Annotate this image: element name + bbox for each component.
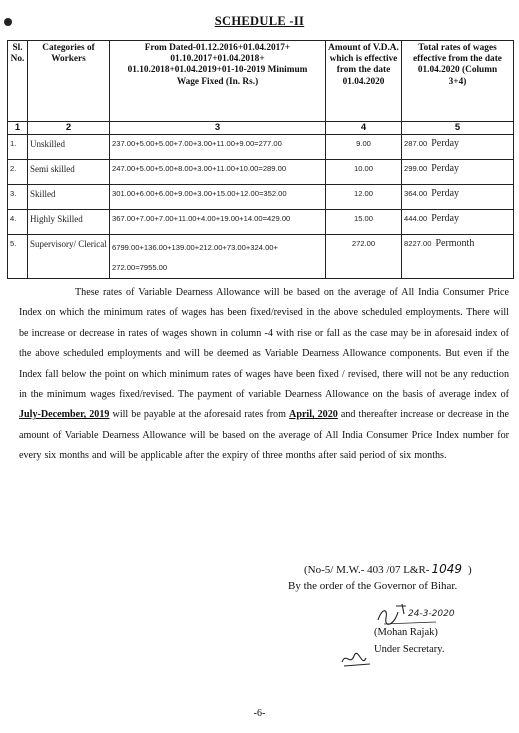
row-vda: 10.00 xyxy=(326,160,402,185)
header-sl-no: Sl. No. xyxy=(8,41,28,122)
governor-order-line: By the order of the Governor of Bihar. xyxy=(288,580,458,592)
row-total xyxy=(402,210,514,235)
row-total xyxy=(402,135,514,160)
notice-number-text: (No-5/ M.W.- 403 /07 L&R- xyxy=(304,564,430,576)
row-sl: 4. xyxy=(8,210,28,235)
signatory-designation: Under Secretary. xyxy=(374,644,445,655)
row-unit: Perday xyxy=(431,138,460,149)
row-sl: 5. xyxy=(8,235,28,279)
row-vda: 12.00 xyxy=(326,185,402,210)
notice-handwritten-number: 1049 xyxy=(431,562,463,576)
column-number: 2 xyxy=(28,122,110,135)
header-category: Categories of Workers xyxy=(28,41,110,122)
row-unit: Perday xyxy=(431,213,460,224)
row-total xyxy=(402,160,514,185)
row-unit: Perday xyxy=(431,163,460,174)
signature-date: 24-3-2020 xyxy=(408,609,455,619)
table-row xyxy=(8,185,514,210)
row-category: Unskilled xyxy=(28,135,110,160)
paragraph-text: These rates of Variable Dearness Allowance will be based on the average of All India Consumer Price Index on which the minimum rates of wages has been fixed/revised in the above scheduled employments. There will be increase or decrease in rates of wages shown in column -4 with rise or fall as the case may be in aforesaid index of the above scheduled employments and will be deemed as Variable Dearness Allowance components. But even if the Index fall below the point on which minimum rates of wages have been fixed / revised, there will not be any reduction in the minimum wages fixed/revised. The payment of variable Dearness Allowance on the basis of average index of xyxy=(19,287,509,401)
row-unit: Perday xyxy=(431,188,460,199)
row-category: Highly Skilled xyxy=(28,210,110,235)
row-sl: 3. xyxy=(8,185,28,210)
row-vda: 15.00 xyxy=(326,210,402,235)
row-wage: 301.00+6.00+6.00+9.00+3.00+15.00+12.00=352.00 xyxy=(110,185,326,210)
row-total xyxy=(402,235,514,279)
notice-close: ) xyxy=(468,564,472,576)
index-period: July-December, 2019 xyxy=(19,409,110,421)
header-vda-amount: Amount of V.D.A. which is effective from the date 01.04.2020 xyxy=(326,41,402,122)
effective-from-date: April, 2020 xyxy=(289,409,338,421)
column-number: 5 xyxy=(402,122,514,135)
row-total-value: 444.00 xyxy=(404,214,428,223)
table-row xyxy=(8,160,514,185)
header-minimum-wage: From Dated-01.12.2016+01.04.2017+ 01.10.2017+01.04.2018+ 01.10.2018+01.04.2019+01-10-2019 Minimum Wage Fixed (In. Rs.) xyxy=(110,41,326,122)
table-row xyxy=(8,135,514,160)
header-total-rates: Total rates of wages effective from the date 01.04.2020 (Column 3+4) xyxy=(402,41,514,122)
notice-number xyxy=(304,563,472,577)
row-wage: 237.00+5.00+5.00+7.00+3.00+11.00+9.00=277.00 xyxy=(110,135,326,160)
row-sl: 1. xyxy=(8,135,28,160)
vda-explanation-paragraph xyxy=(19,283,509,467)
row-category: Semi skilled xyxy=(28,160,110,185)
row-wage: 247.00+5.00+5.00+8.00+3.00+11.00+10.00=289.00 xyxy=(110,160,326,185)
column-number: 4 xyxy=(326,122,402,135)
table-row xyxy=(8,210,514,235)
row-vda: 9.00 xyxy=(326,135,402,160)
schedule-heading: SCHEDULE -II xyxy=(214,14,305,28)
paragraph-text: and thereafter increase or decrease in the amount of Variable Dearness Allowance will be based on the average of All India Consumer Price Index number for every six months and will be applicable after the expiry of three months after said period of six months. xyxy=(19,409,509,462)
initial-scribble xyxy=(340,648,376,677)
row-total-value: 364.00 xyxy=(404,189,428,198)
row-total-value: 8227.00 xyxy=(404,239,432,248)
signatory-name: (Mohan Rajak) xyxy=(374,627,438,638)
column-number-row xyxy=(8,122,514,135)
wage-schedule-table xyxy=(7,40,514,279)
column-number: 1 xyxy=(8,122,28,135)
row-category: Skilled xyxy=(28,185,110,210)
row-sl: 2. xyxy=(8,160,28,185)
paragraph-text: will be payable at the aforesaid rates from xyxy=(112,409,286,421)
page-number: -6- xyxy=(253,708,266,719)
row-wage: 6799.00+136.00+139.00+212.00+73.00+324.00+ 272.00=7955.00 xyxy=(110,235,326,279)
row-total-value: 287.00 xyxy=(404,139,428,148)
row-category: Supervisory/ Clerical xyxy=(28,235,110,279)
column-number: 3 xyxy=(110,122,326,135)
row-total xyxy=(402,185,514,210)
row-total-value: 299.00 xyxy=(404,164,428,173)
row-wage: 367.00+7.00+7.00+11.00+4.00+19.00+14.00=429.00 xyxy=(110,210,326,235)
table-row xyxy=(8,235,514,279)
table-header-row xyxy=(8,41,514,122)
row-vda: 272.00 xyxy=(326,235,402,279)
row-unit: Permonth xyxy=(435,238,475,249)
